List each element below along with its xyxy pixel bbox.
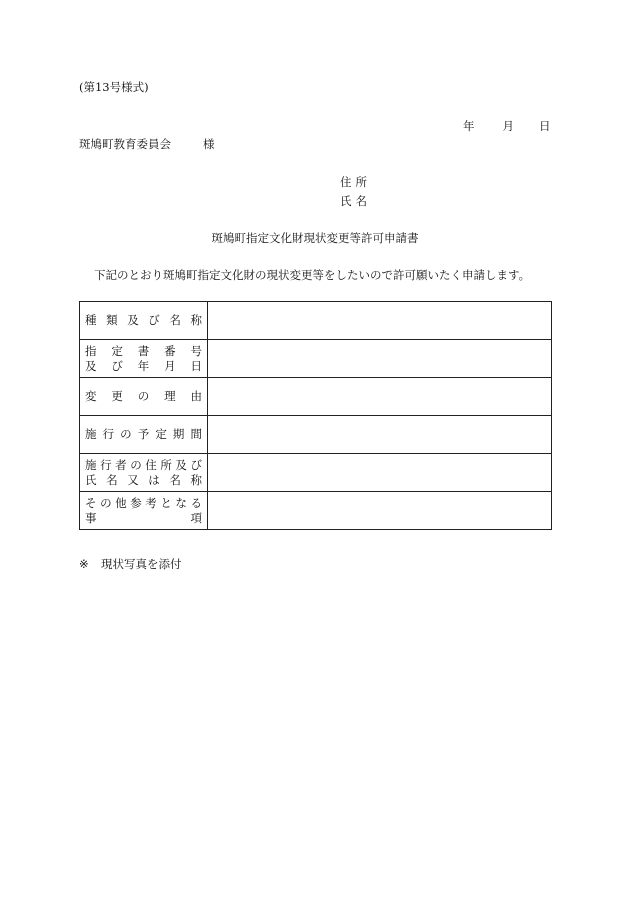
addressee-name: 斑鳩町教育委員会 bbox=[79, 137, 171, 151]
addressee-honorific: 様 bbox=[203, 137, 215, 151]
form-number: (第13号様式) bbox=[79, 80, 149, 94]
date-month-label: 月 bbox=[502, 119, 514, 133]
row-label-cell bbox=[80, 340, 208, 378]
row-label-cell bbox=[80, 416, 208, 454]
date-row bbox=[463, 121, 551, 133]
row-label-line: 指 定 書 番 号 bbox=[85, 344, 202, 359]
applicant-address-label: 住所 bbox=[340, 175, 371, 189]
applicant-name-label: 氏名 bbox=[340, 194, 371, 208]
row-value-field[interactable] bbox=[208, 492, 552, 530]
note bbox=[79, 559, 182, 571]
note-mark: ※ bbox=[79, 557, 89, 571]
row-value-field[interactable] bbox=[208, 340, 552, 378]
application-table bbox=[79, 301, 552, 530]
row-label-cell bbox=[80, 492, 208, 530]
table-row bbox=[80, 340, 552, 378]
row-label-line: 変 更 の 理 由 bbox=[85, 389, 202, 404]
row-value-field[interactable] bbox=[208, 454, 552, 492]
table-row bbox=[80, 492, 552, 530]
row-label-line: 施 行 者 の 住 所 及 び bbox=[85, 458, 202, 473]
row-label-cell bbox=[80, 454, 208, 492]
document-title: 斑鳩町指定文化財現状変更等許可申請書 bbox=[211, 231, 419, 245]
row-label-line: 及 び 年 月 日 bbox=[85, 358, 202, 373]
row-label-line: 種 類 及 び 名 称 bbox=[85, 313, 202, 328]
row-label-cell bbox=[80, 378, 208, 416]
row-value-field[interactable] bbox=[208, 378, 552, 416]
row-label-line: 事 項 bbox=[85, 510, 202, 525]
table-row bbox=[80, 454, 552, 492]
table-row bbox=[80, 378, 552, 416]
row-label-line: 施 行 の 予 定 期 間 bbox=[85, 427, 202, 442]
addressee bbox=[79, 139, 215, 151]
row-label-line: 氏 名 又 は 名 称 bbox=[85, 472, 202, 487]
note-text: 現状写真を添付 bbox=[101, 557, 182, 571]
row-value-field[interactable] bbox=[208, 302, 552, 340]
row-label-cell bbox=[80, 302, 208, 340]
date-year-label: 年 bbox=[463, 119, 475, 133]
body-text: 下記のとおり斑鳩町指定文化財の現状変更等をしたいので許可願いたく申請します。 bbox=[94, 268, 531, 282]
row-label-line: そ の 他 参 考 と な る bbox=[85, 496, 202, 511]
date-day-label: 日 bbox=[539, 119, 551, 133]
table-row bbox=[80, 416, 552, 454]
table-row bbox=[80, 302, 552, 340]
row-value-field[interactable] bbox=[208, 416, 552, 454]
